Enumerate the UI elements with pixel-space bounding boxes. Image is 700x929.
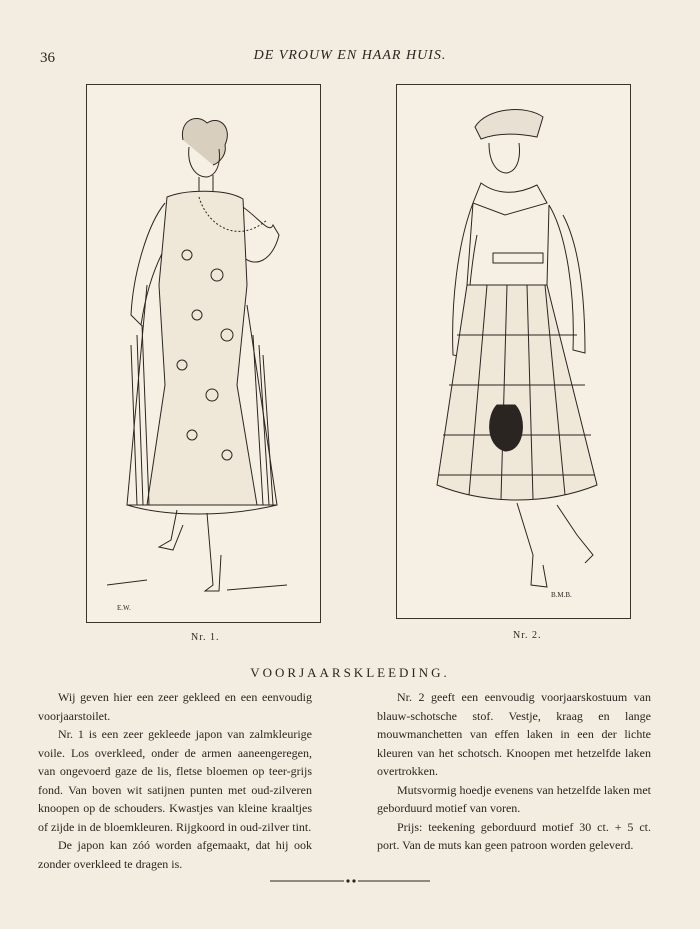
fashion-plate-1 <box>86 84 321 623</box>
plate-1-signature: E.W. <box>117 604 131 612</box>
article-title: VOORJAARSKLEEDING. <box>250 665 450 680</box>
paragraph: Mutsvormig hoedje evenens van hetzelfde laken met geborduurd motief van voren. <box>377 782 651 815</box>
plate-1-caption: Nr. 1. <box>191 632 220 643</box>
running-head: DE VROUW EN HAAR HUIS. <box>253 48 447 63</box>
ornamental-rule <box>270 878 430 884</box>
plate-2-caption: Nr. 2. <box>513 630 542 641</box>
fashion-plate-2 <box>396 84 631 619</box>
paragraph: De japon kan zóó worden afgemaakt, dat hij ook zonder overkleed te dragen is. <box>38 838 312 871</box>
article-left-column <box>38 688 312 873</box>
paragraph: Nr. 1 is een zeer gekleede japon van zalmkleurige voile. Los overkleed, onder de armen aaneengeregen, van ongevoerd gaze de lis, fletse bloemen op teer-grijs fond. Van boven wit satijnen punten met oud-zilveren knoopen op de schouders. Kwastjes van kleine kraaltjes of zijde in de bloemkleuren. Rijgkoord in oud-zilver tint. <box>38 727 312 834</box>
plate-2-signature: B.M.B. <box>551 591 572 599</box>
illustration-dress-1 <box>87 85 320 622</box>
paragraph: Nr. 2 geeft een eenvoudig voorjaarskostuum van blauw-schotsche stof. Vestje, kraag en lange mouwmanchetten van effen laken in een der lichte kleuren van het schotsch. Knoopen met hetzelfde laken overtrokken. <box>377 690 651 778</box>
illustration-dress-2 <box>397 85 630 618</box>
article-right-column <box>377 688 651 855</box>
paragraph: Prijs: teekening geborduurd motief 30 ct. + 5 ct. port. Van de muts kan geen patroon worden geleverd. <box>377 819 651 852</box>
paragraph: Wij geven hier een zeer gekleed en een eenvoudig voorjaarstoilet. <box>38 690 312 723</box>
page-number: 36 <box>40 50 55 66</box>
